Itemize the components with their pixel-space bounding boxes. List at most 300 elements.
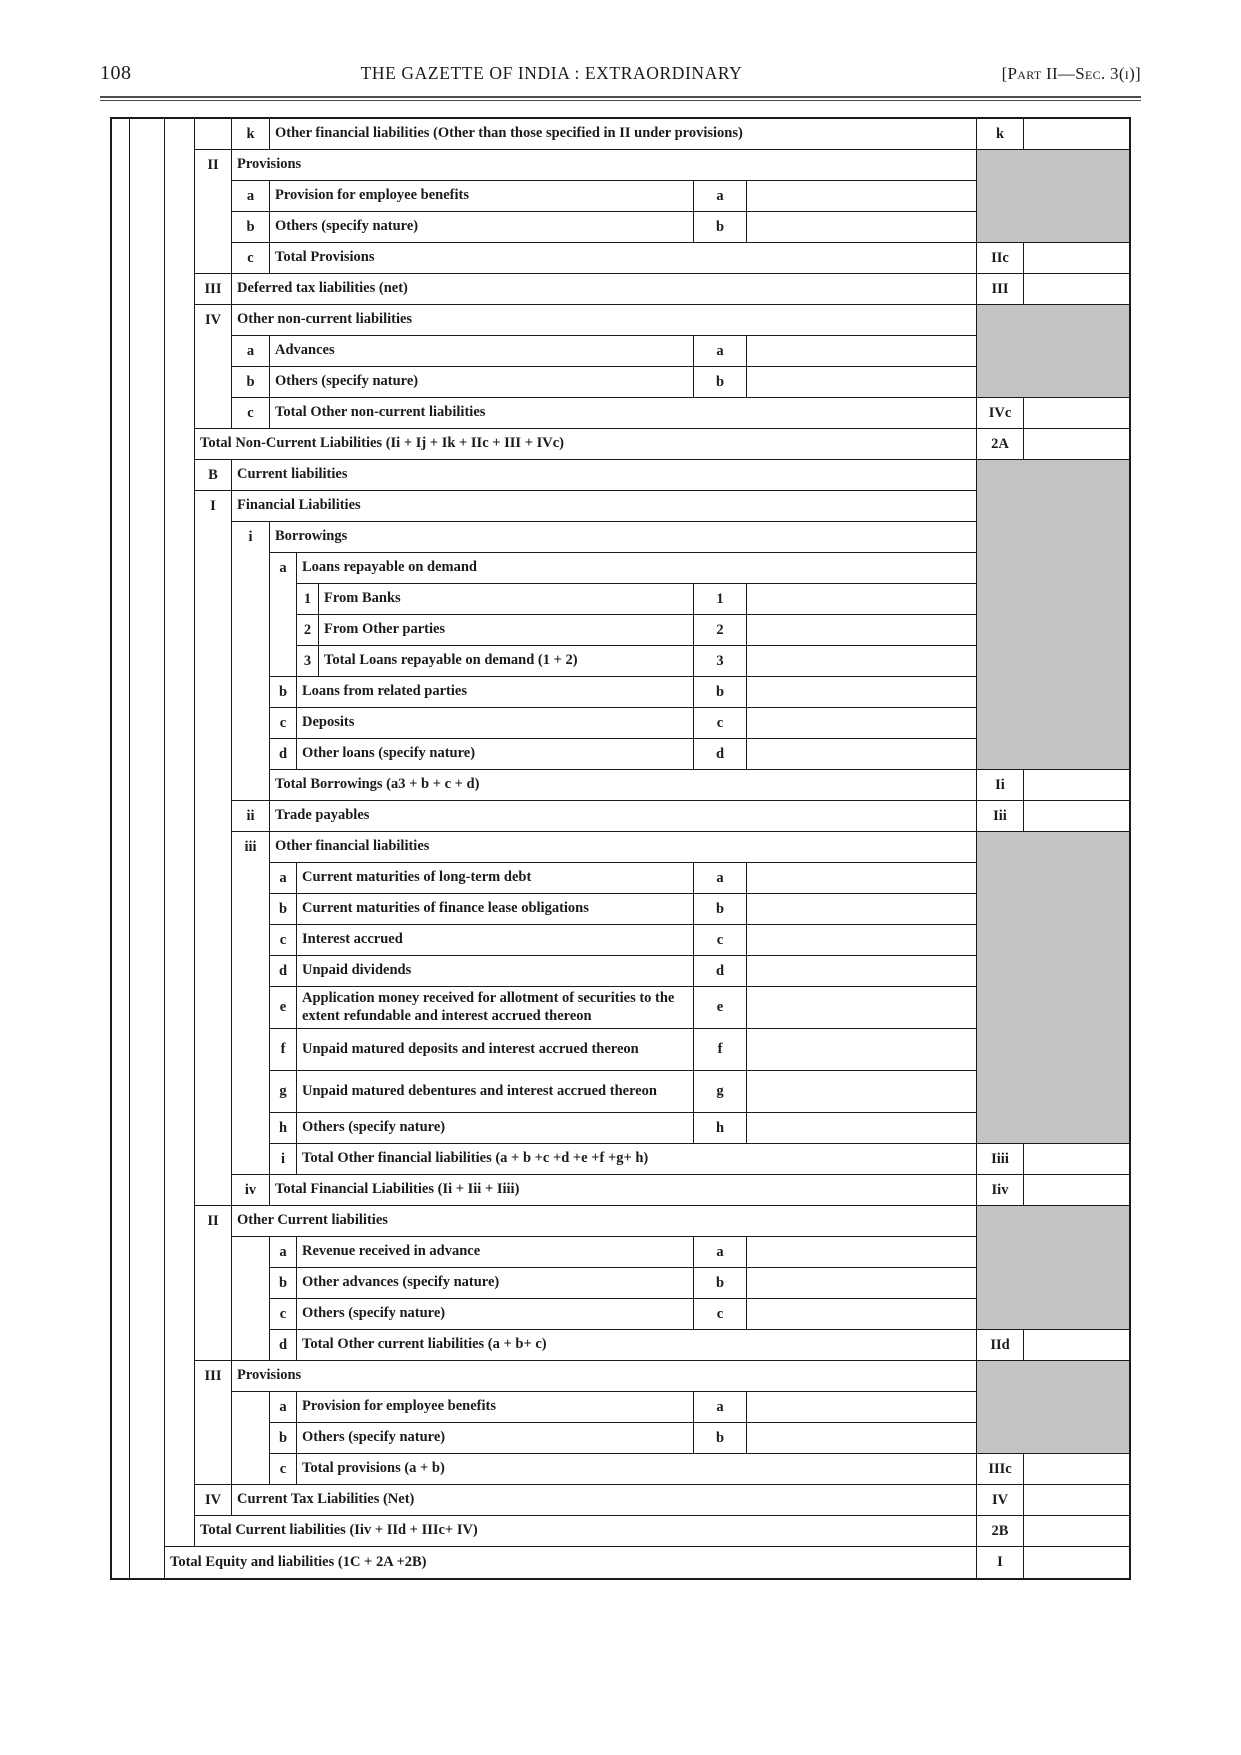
shaded-cell (977, 367, 1129, 398)
indent-cell (165, 646, 195, 677)
indent-cell (195, 646, 232, 677)
indent-cell (165, 1516, 195, 1547)
page-number: 108 (100, 62, 132, 84)
table-row (112, 956, 1129, 987)
indent-cell (165, 956, 195, 987)
indent-cell (165, 212, 195, 243)
indent-cell (112, 1144, 130, 1175)
item-code: b (694, 367, 747, 398)
item-code: a (694, 336, 747, 367)
row-label: a (232, 336, 270, 367)
table-row (112, 987, 1129, 1029)
table-row (112, 1516, 1129, 1547)
row-description: Provision for employee benefits (270, 181, 694, 212)
indent-cell (195, 708, 232, 739)
indent-cell (232, 925, 270, 956)
shaded-cell (977, 460, 1129, 491)
indent-cell (232, 553, 270, 584)
indent-cell (112, 925, 130, 956)
shaded-cell (977, 894, 1129, 925)
indent-cell (130, 987, 165, 1029)
row-description: Others (specify nature) (270, 212, 694, 243)
shaded-cell (977, 181, 1129, 212)
table-row (112, 491, 1129, 522)
indent-cell (130, 367, 165, 398)
amount-entry-cell (747, 1237, 977, 1268)
row-label: c (270, 925, 297, 956)
table-row (112, 615, 1129, 646)
indent-cell (130, 1206, 165, 1237)
indent-cell (112, 646, 130, 677)
shaded-cell (977, 956, 1129, 987)
table-row (112, 1175, 1129, 1206)
total-code: I (977, 1547, 1024, 1578)
table-row (112, 1299, 1129, 1330)
indent-cell (165, 398, 195, 429)
indent-cell (112, 739, 130, 770)
row-description: Others (specify nature) (297, 1299, 694, 1330)
table-row (112, 863, 1129, 894)
indent-cell (232, 646, 270, 677)
row-description: Deposits (297, 708, 694, 739)
indent-cell (130, 584, 165, 615)
shaded-cell (977, 522, 1129, 553)
indent-cell (165, 1113, 195, 1144)
indent-cell (165, 677, 195, 708)
table-row (112, 460, 1129, 491)
total-code: IIc (977, 243, 1024, 274)
indent-cell (195, 1268, 232, 1299)
row-description: Deferred tax liabilities (net) (232, 274, 977, 305)
row-label: III (195, 274, 232, 305)
total-amount-cell (1024, 801, 1129, 832)
table-row (112, 181, 1129, 212)
indent-cell (130, 832, 165, 863)
total-amount-cell (1024, 274, 1129, 305)
item-code: a (694, 863, 747, 894)
row-label: a (270, 553, 297, 584)
indent-cell (130, 1175, 165, 1206)
item-code: d (694, 956, 747, 987)
row-description: Total Equity and liabilities (1C + 2A +2B) (165, 1547, 977, 1578)
indent-cell (112, 1299, 130, 1330)
indent-cell (130, 894, 165, 925)
row-label: d (270, 1330, 297, 1361)
indent-cell (195, 336, 232, 367)
amount-entry-cell (747, 1423, 977, 1454)
indent-cell (232, 770, 270, 801)
indent-cell (232, 863, 270, 894)
indent-cell (165, 1423, 195, 1454)
indent-cell (112, 1113, 130, 1144)
row-description: Others (specify nature) (297, 1423, 694, 1454)
table-row (112, 429, 1129, 460)
indent-cell (130, 305, 165, 336)
row-description: From Other parties (319, 615, 694, 646)
indent-cell (112, 1175, 130, 1206)
indent-cell (112, 615, 130, 646)
total-code: 2B (977, 1516, 1024, 1547)
row-description: Revenue received in advance (297, 1237, 694, 1268)
table-row (112, 150, 1129, 181)
indent-cell (165, 336, 195, 367)
indent-cell (130, 1423, 165, 1454)
table-row (112, 894, 1129, 925)
indent-cell (112, 1268, 130, 1299)
total-code: Iii (977, 801, 1024, 832)
table-row (112, 1485, 1129, 1516)
indent-cell (165, 553, 195, 584)
amount-entry-cell (747, 739, 977, 770)
row-label: ii (232, 801, 270, 832)
indent-cell (165, 863, 195, 894)
amount-entry-cell (747, 894, 977, 925)
indent-cell (195, 1237, 232, 1268)
indent-cell (130, 925, 165, 956)
row-description: Unpaid matured debentures and interest accrued thereon (297, 1071, 694, 1113)
row-description: Current liabilities (232, 460, 977, 491)
indent-cell (130, 677, 165, 708)
table-row (112, 739, 1129, 770)
total-amount-cell (1024, 1330, 1129, 1361)
shaded-cell (977, 1392, 1129, 1423)
indent-cell (130, 615, 165, 646)
table-row (112, 1454, 1129, 1485)
table-row (112, 1392, 1129, 1423)
row-label: B (195, 460, 232, 491)
row-description: Total Loans repayable on demand (1 + 2) (319, 646, 694, 677)
indent-cell (130, 1547, 165, 1578)
indent-cell (165, 243, 195, 274)
row-description: Other financial liabilities (270, 832, 977, 863)
total-amount-cell (1024, 1175, 1129, 1206)
total-amount-cell (1024, 398, 1129, 429)
indent-cell (130, 1029, 165, 1071)
amount-entry-cell (747, 367, 977, 398)
indent-cell (232, 1071, 270, 1113)
row-label: II (195, 1206, 232, 1237)
indent-cell (195, 553, 232, 584)
shaded-cell (977, 739, 1129, 770)
indent-cell (232, 584, 270, 615)
indent-cell (232, 739, 270, 770)
table-row (112, 646, 1129, 677)
row-label: IV (195, 1485, 232, 1516)
row-label: b (270, 1268, 297, 1299)
row-label: c (232, 243, 270, 274)
item-code: e (694, 987, 747, 1029)
row-label: k (232, 119, 270, 150)
indent-cell (130, 1330, 165, 1361)
row-description: Total Financial Liabilities (Ii + Iii + Iiii) (270, 1175, 977, 1206)
table-row (112, 1071, 1129, 1113)
row-label: d (270, 956, 297, 987)
indent-cell (112, 1485, 130, 1516)
indent-cell (232, 1144, 270, 1175)
indent-cell (165, 491, 195, 522)
indent-cell (112, 1206, 130, 1237)
indent-cell (130, 1071, 165, 1113)
indent-cell (195, 367, 232, 398)
indent-cell (112, 460, 130, 491)
indent-cell (112, 584, 130, 615)
indent-cell (130, 1268, 165, 1299)
table-row (112, 925, 1129, 956)
indent-cell (112, 1516, 130, 1547)
row-description: Other Current liabilities (232, 1206, 977, 1237)
indent-cell (195, 739, 232, 770)
shaded-cell (977, 1299, 1129, 1330)
table-row (112, 832, 1129, 863)
row-description: Total Other non-current liabilities (270, 398, 977, 429)
row-description: Provisions (232, 1361, 977, 1392)
table-row (112, 274, 1129, 305)
row-description: Application money received for allotment of securities to the extent refundable and interest accrued thereon (297, 987, 694, 1029)
indent-cell (130, 119, 165, 150)
table-row (112, 1423, 1129, 1454)
item-code: c (694, 708, 747, 739)
row-description: Current Tax Liabilities (Net) (232, 1485, 977, 1516)
shaded-cell (977, 925, 1129, 956)
table-row (112, 305, 1129, 336)
row-description: Borrowings (270, 522, 977, 553)
item-code: b (694, 1268, 747, 1299)
indent-cell (195, 1330, 232, 1361)
indent-cell (130, 1361, 165, 1392)
shaded-cell (977, 832, 1129, 863)
row-label: b (232, 212, 270, 243)
row-label: a (270, 863, 297, 894)
row-description: Advances (270, 336, 694, 367)
indent-cell (112, 1547, 130, 1578)
indent-cell (165, 708, 195, 739)
indent-cell (165, 1485, 195, 1516)
table-row (112, 1237, 1129, 1268)
row-description: Others (specify nature) (297, 1113, 694, 1144)
item-code: 1 (694, 584, 747, 615)
row-description: Total Provisions (270, 243, 977, 274)
indent-cell (165, 925, 195, 956)
table-row (112, 212, 1129, 243)
indent-cell (232, 708, 270, 739)
shaded-cell (977, 1206, 1129, 1237)
amount-entry-cell (747, 987, 977, 1029)
indent-cell (195, 181, 232, 212)
shaded-cell (977, 150, 1129, 181)
amount-entry-cell (747, 708, 977, 739)
row-label: b (232, 367, 270, 398)
shaded-cell (977, 553, 1129, 584)
shaded-cell (977, 708, 1129, 739)
shaded-cell (977, 1113, 1129, 1144)
indent-cell (130, 956, 165, 987)
indent-cell (165, 832, 195, 863)
indent-cell (112, 1423, 130, 1454)
indent-cell (232, 615, 270, 646)
table-row (112, 1206, 1129, 1237)
table-row (112, 243, 1129, 274)
row-description: Unpaid matured deposits and interest accrued thereon (297, 1029, 694, 1071)
amount-entry-cell (747, 212, 977, 243)
indent-cell (165, 1361, 195, 1392)
row-label: a (270, 1237, 297, 1268)
total-amount-cell (1024, 429, 1129, 460)
indent-cell (112, 1029, 130, 1071)
indent-cell (165, 1299, 195, 1330)
row-description: Other financial liabilities (Other than those specified in II under provisions) (270, 119, 977, 150)
indent-cell (130, 212, 165, 243)
indent-cell (130, 1237, 165, 1268)
indent-cell (130, 460, 165, 491)
row-description: Loans from related parties (297, 677, 694, 708)
row-label: h (270, 1113, 297, 1144)
row-label: a (270, 1392, 297, 1423)
indent-cell (165, 181, 195, 212)
amount-entry-cell (747, 1029, 977, 1071)
indent-cell (112, 212, 130, 243)
row-description: Total Current liabilities (Iiv + IId + IIIc+ IV) (195, 1516, 977, 1547)
item-code: b (694, 1423, 747, 1454)
amount-entry-cell (747, 646, 977, 677)
total-amount-cell (1024, 1485, 1129, 1516)
item-code: 3 (694, 646, 747, 677)
table-row (112, 1029, 1129, 1071)
row-label: c (270, 1299, 297, 1330)
shaded-cell (977, 1237, 1129, 1268)
indent-cell (165, 305, 195, 336)
indent-cell (130, 770, 165, 801)
total-amount-cell (1024, 243, 1129, 274)
amount-entry-cell (747, 1392, 977, 1423)
indent-cell (112, 119, 130, 150)
total-code: IId (977, 1330, 1024, 1361)
shaded-cell (977, 987, 1129, 1029)
indent-cell (112, 553, 130, 584)
page-header (100, 62, 1141, 85)
total-amount-cell (1024, 1547, 1129, 1578)
row-label: 2 (297, 615, 319, 646)
table-row (112, 584, 1129, 615)
indent-cell (130, 1144, 165, 1175)
indent-cell (195, 1423, 232, 1454)
indent-cell (112, 336, 130, 367)
indent-cell (112, 1454, 130, 1485)
indent-cell (112, 1361, 130, 1392)
indent-cell (112, 987, 130, 1029)
indent-cell (195, 1454, 232, 1485)
indent-cell (165, 150, 195, 181)
indent-cell (195, 1144, 232, 1175)
item-code: b (694, 677, 747, 708)
amount-entry-cell (747, 181, 977, 212)
indent-cell (112, 708, 130, 739)
shaded-cell (977, 646, 1129, 677)
row-description: Financial Liabilities (232, 491, 977, 522)
indent-cell (112, 832, 130, 863)
indent-cell (112, 243, 130, 274)
header-double-rule (100, 96, 1141, 101)
amount-entry-cell (747, 863, 977, 894)
table-row (112, 398, 1129, 429)
row-description: Total Non-Current Liabilities (Ii + Ij + Ik + IIc + III + IVc) (195, 429, 977, 460)
balance-sheet-liabilities-table (110, 117, 1131, 1580)
indent-cell (195, 1175, 232, 1206)
total-code: k (977, 119, 1024, 150)
table-row (112, 1330, 1129, 1361)
row-label: I (195, 491, 232, 522)
row-label: i (232, 522, 270, 553)
indent-cell (130, 1454, 165, 1485)
indent-cell (130, 150, 165, 181)
row-description: Other loans (specify nature) (297, 739, 694, 770)
table-row (112, 1268, 1129, 1299)
total-amount-cell (1024, 1516, 1129, 1547)
shaded-cell (977, 863, 1129, 894)
indent-cell (195, 1113, 232, 1144)
indent-cell (165, 770, 195, 801)
indent-cell (112, 367, 130, 398)
indent-cell (165, 522, 195, 553)
indent-cell (112, 770, 130, 801)
item-code: g (694, 1071, 747, 1113)
indent-cell (195, 119, 232, 150)
indent-cell (232, 1330, 270, 1361)
row-description: Total Borrowings (a3 + b + c + d) (270, 770, 977, 801)
indent-cell (270, 584, 297, 615)
indent-cell (130, 398, 165, 429)
indent-cell (130, 181, 165, 212)
indent-cell (165, 1268, 195, 1299)
total-code: 2A (977, 429, 1024, 460)
indent-cell (112, 677, 130, 708)
indent-cell (232, 1299, 270, 1330)
row-description: Others (specify nature) (270, 367, 694, 398)
total-code: IIIc (977, 1454, 1024, 1485)
item-code: a (694, 1392, 747, 1423)
amount-entry-cell (747, 956, 977, 987)
amount-entry-cell (747, 1071, 977, 1113)
row-label: IV (195, 305, 232, 336)
row-description: Loans repayable on demand (297, 553, 977, 584)
total-amount-cell (1024, 119, 1129, 150)
indent-cell (112, 863, 130, 894)
total-amount-cell (1024, 1454, 1129, 1485)
indent-cell (195, 863, 232, 894)
indent-cell (195, 770, 232, 801)
table-row (112, 336, 1129, 367)
indent-cell (165, 1454, 195, 1485)
shaded-cell (977, 1071, 1129, 1113)
row-label: c (270, 708, 297, 739)
indent-cell (195, 522, 232, 553)
shaded-cell (977, 584, 1129, 615)
shaded-cell (977, 212, 1129, 243)
shaded-cell (977, 1361, 1129, 1392)
indent-cell (270, 615, 297, 646)
indent-cell (195, 1392, 232, 1423)
item-code: c (694, 925, 747, 956)
shaded-cell (977, 615, 1129, 646)
indent-cell (232, 1113, 270, 1144)
total-code: III (977, 274, 1024, 305)
row-label: b (270, 894, 297, 925)
indent-cell (130, 336, 165, 367)
amount-entry-cell (747, 1299, 977, 1330)
indent-cell (130, 1516, 165, 1547)
item-code: b (694, 894, 747, 925)
indent-cell (130, 1485, 165, 1516)
row-description: Provisions (232, 150, 977, 181)
